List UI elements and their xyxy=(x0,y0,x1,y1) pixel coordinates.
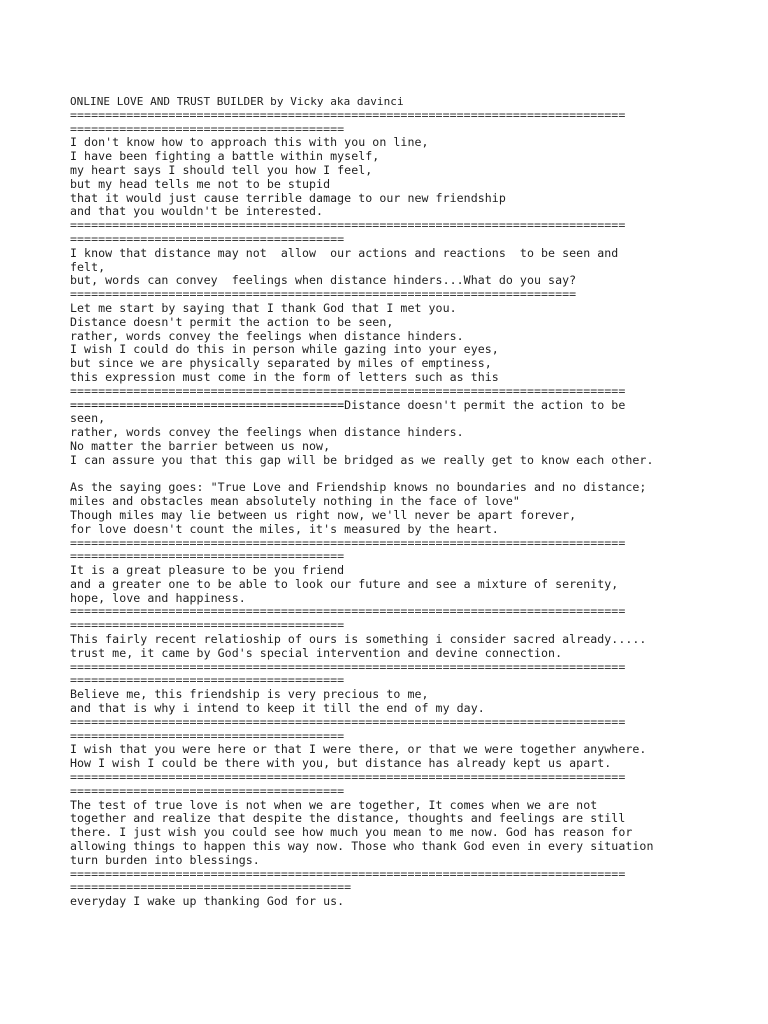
text-line: felt, xyxy=(70,259,106,274)
text-line: everyday I wake up thanking God for us. xyxy=(70,894,345,909)
text-line: =======================================Distance doesn't permit the action to be xyxy=(70,397,626,412)
separator-rule: =============================================================================== xyxy=(70,604,626,619)
text-line: Let me start by saying that I thank God that I met you. xyxy=(70,300,457,315)
text-line: rather, words convey the feelings when distance hinders. xyxy=(70,425,464,440)
blank-line xyxy=(70,468,710,482)
text-line: As the saying goes: "True Love and Friendship knows no boundaries and no distance; xyxy=(70,480,647,495)
text-line: This fairly recent relatioship of ours is something i consider sacred already..... xyxy=(70,632,647,647)
text-line: this expression must come in the form of letters such as this xyxy=(70,369,499,384)
text-line: allowing things to happen this way now. Those who thank God even in every situation xyxy=(70,839,654,854)
text-line: and that you wouldn't be interested. xyxy=(70,204,324,219)
text-line: together and realize that despite the distance, thoughts and feelings are still xyxy=(70,811,626,826)
separator-rule: ======================================= xyxy=(70,618,345,633)
separator-rule: =============================================================================== xyxy=(70,659,626,674)
text-line: my heart says I should tell you how I feel, xyxy=(70,162,373,177)
text-line: I can assure you that this gap will be bridged as we really get to know each other. xyxy=(70,452,654,467)
separator-rule: ======================================= xyxy=(70,231,345,246)
text-line: hope, love and happiness. xyxy=(70,590,246,605)
text-line: Though miles may lie between us right now, we'll never be apart forever, xyxy=(70,507,577,522)
text-line: I wish I could do this in person while gazing into your eyes, xyxy=(70,342,499,357)
text-line: there. I just wish you could see how much you mean to me now. God has reason for xyxy=(70,825,633,840)
text-line: No matter the barrier between us now, xyxy=(70,438,331,453)
text-line: It is a great pleasure to be you friend xyxy=(70,563,345,578)
text-line: seen, xyxy=(70,411,106,426)
separator-rule: ======================================================================== xyxy=(70,287,577,302)
separator-rule: ======================================= xyxy=(70,673,345,688)
text-line: I have been fighting a battle within myself, xyxy=(70,149,380,164)
text-line: I wish that you were here or that I were there, or that we were together anywhere. xyxy=(70,742,647,757)
separator-rule: =============================================================================== xyxy=(70,383,626,398)
text-line: I know that distance may not allow our actions and reactions to be seen and xyxy=(70,245,619,260)
text-line: miles and obstacles mean absolutely nothing in the face of love" xyxy=(70,494,520,509)
text-line: How I wish I could be there with you, but distance has already kept us apart. xyxy=(70,756,612,771)
text-line: but my head tells me not to be stupid xyxy=(70,176,331,191)
separator-rule: ======================================= xyxy=(70,728,345,743)
text-line: turn burden into blessings. xyxy=(70,852,260,867)
separator-rule: =============================================================================== xyxy=(70,218,626,233)
text-line: and that is why i intend to keep it till the end of my day. xyxy=(70,701,485,716)
text-line: Distance doesn't permit the action to be seen, xyxy=(70,314,394,329)
text-line: but, words can convey feelings when distance hinders...What do you say? xyxy=(70,273,577,288)
document-page xyxy=(70,95,710,909)
separator-rule: ======================================= xyxy=(70,549,345,564)
separator-rule: =============================================================================== xyxy=(70,714,626,729)
separator-rule: ======================================= xyxy=(70,783,345,798)
text-line: that it would just cause terrible damage to our new friendship xyxy=(70,190,506,205)
text-line: rather, words convey the feelings when distance hinders. xyxy=(70,328,464,343)
text-line: The test of true love is not when we are together, It comes when we are not xyxy=(70,797,598,812)
separator-rule: ======================================= xyxy=(70,121,345,136)
text-line: for love doesn't count the miles, it's measured by the heart. xyxy=(70,521,499,536)
text-line: Believe me, this friendship is very precious to me, xyxy=(70,687,429,702)
text-line: I don't know how to approach this with you on line, xyxy=(70,135,429,150)
separator-rule: =============================================================================== xyxy=(70,866,626,881)
separator-rule: =============================================================================== xyxy=(70,535,626,550)
separator-rule: ======================================== xyxy=(70,880,352,895)
separator-rule: =============================================================================== xyxy=(70,107,626,122)
document-title: ONLINE LOVE AND TRUST BUILDER by Vicky aka davinci xyxy=(70,95,404,108)
text-line: trust me, it came by God's special intervention and devine connection. xyxy=(70,645,563,660)
separator-rule: =============================================================================== xyxy=(70,770,626,785)
text-line: and a greater one to be able to look our future and see a mixture of serenity, xyxy=(70,576,619,591)
text-line: but since we are physically separated by miles of emptiness, xyxy=(70,356,492,371)
